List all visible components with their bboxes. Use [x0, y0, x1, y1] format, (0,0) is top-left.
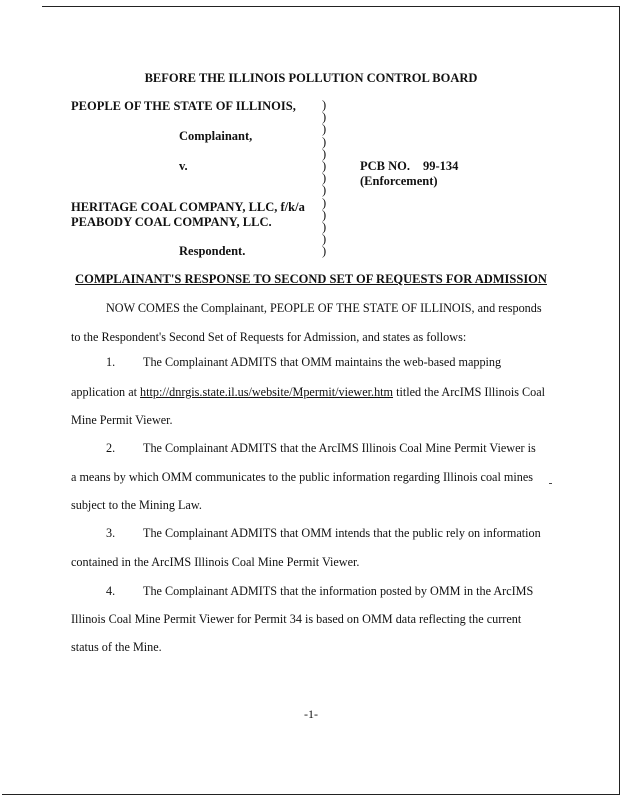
plaintiff-name: PEOPLE OF THE STATE OF ILLINOIS,: [71, 99, 296, 113]
intro-line-2: to the Respondent's Second Set of Requests for Admission, and states as follows:: [71, 330, 467, 344]
item-1-line-2-pre: application at: [71, 385, 141, 399]
item-3-line-1: The Complainant ADMITS that OMM intends that the public rely on information: [143, 526, 541, 540]
item-2-line-2: a means by which OMM communicates to the public information regarding Illinois coal mines: [71, 470, 534, 484]
scan-mark: [549, 483, 552, 484]
scan-border-bottom: [2, 794, 620, 795]
item-1-number: 1.: [106, 355, 116, 369]
item-4-number: 4.: [106, 584, 116, 598]
scan-border-top: [42, 6, 620, 7]
board-heading: BEFORE THE ILLINOIS POLLUTION CONTROL BOARD: [144, 71, 478, 85]
item-1-line-2-post: titled the ArcIMS Illinois Coal: [393, 385, 546, 399]
item-2-line-3: subject to the Mining Law.: [71, 498, 202, 512]
case-number: 99-134: [423, 159, 459, 173]
item-2-number: 2.: [106, 441, 116, 455]
respondent-role: Respondent.: [179, 244, 246, 258]
versus: v.: [179, 159, 188, 173]
caption-brackets: ) ) ) ) ) ) ) ) ) ) ) ) ): [322, 98, 327, 259]
item-1-line-3: Mine Permit Viewer.: [71, 413, 173, 427]
item-4-line-1: The Complainant ADMITS that the information posted by OMM in the ArcIMS: [143, 584, 534, 598]
permit-viewer-link[interactable]: http://dnrgis.state.il.us/website/Mpermit/viewer.htm: [140, 385, 394, 399]
item-4-line-3: status of the Mine.: [71, 640, 162, 654]
item-3-number: 3.: [106, 526, 116, 540]
item-2-line-1: The Complainant ADMITS that the ArcIMS Illinois Coal Mine Permit Viewer is: [143, 441, 536, 455]
document-title: COMPLAINANT'S RESPONSE TO SECOND SET OF REQUESTS FOR ADMISSION: [75, 272, 547, 286]
item-4-line-2: Illinois Coal Mine Permit Viewer for Permit 34 is based on OMM data reflecting the current: [71, 612, 522, 626]
intro-line-1: NOW COMES the Complainant, PEOPLE OF THE STATE OF ILLINOIS, and responds: [106, 301, 542, 315]
item-1-line-2: [71, 385, 545, 399]
scan-border-right: [619, 6, 620, 794]
item-3-line-2: contained in the ArcIMS Illinois Coal Mine Permit Viewer.: [71, 555, 360, 569]
item-1-line-1: The Complainant ADMITS that OMM maintains the web-based mapping: [143, 355, 502, 369]
page-number: -1-: [304, 707, 318, 721]
case-number-label: PCB NO.: [360, 159, 410, 173]
case-type: (Enforcement): [360, 174, 438, 188]
respondent-line-2: PEABODY COAL COMPANY, LLC.: [71, 215, 272, 229]
respondent-line-1: HERITAGE COAL COMPANY, LLC, f/k/a: [71, 200, 305, 214]
complainant-role: Complainant,: [179, 129, 253, 143]
